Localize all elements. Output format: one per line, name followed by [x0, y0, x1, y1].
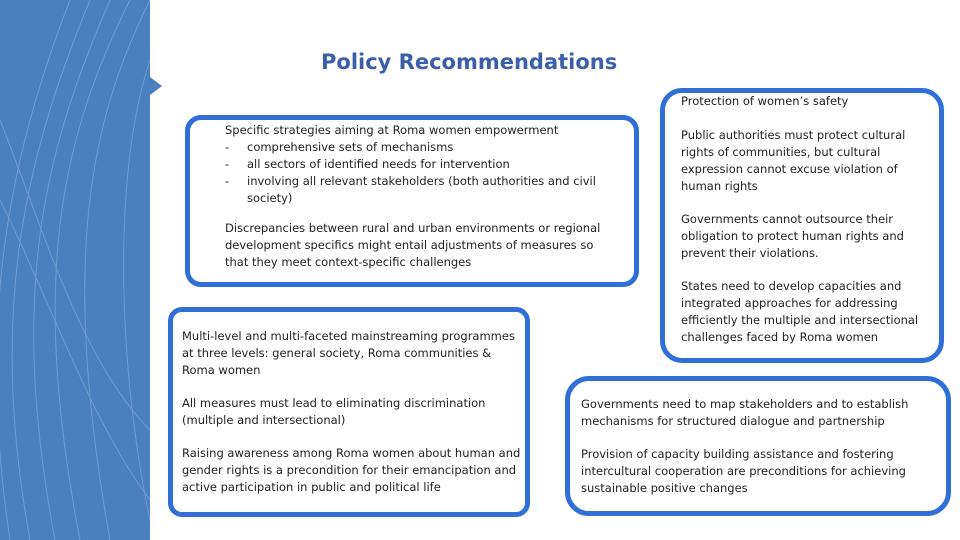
- governance-item: Governments need to map stakeholders and to establish mechanisms for structured dialogue and partnership: [581, 397, 909, 428]
- strategies-heading: Specific strategies aiming at Roma women empowerment: [225, 123, 559, 137]
- strategies-content: [225, 122, 620, 271]
- strategies-bullet: - all sectors of identified needs for intervention: [225, 156, 620, 173]
- womens-safety-heading: Protection of women’s safety: [681, 94, 849, 108]
- safety-item: States need to develop capacities and integrated approaches for addressing efficiently the multiple and intersectional challenges faced by Roma women: [681, 279, 919, 344]
- mainstreaming-item: All measures must lead to eliminating discrimination (multiple and intersectional): [182, 396, 486, 427]
- safety-item: Public authorities must protect cultural rights of communities, but cultural expression cannot excuse violation of human rights: [681, 128, 906, 193]
- discrepancies-paragraph: Discrepancies between rural and urban environments or regional development specifics might entail adjustments of measures so that they meet context-specific challenges: [225, 221, 601, 269]
- decorative-side-band: [0, 0, 150, 540]
- decorative-notch: [150, 77, 162, 95]
- decorative-curves: [0, 0, 150, 540]
- mainstreaming-item: Raising awareness among Roma women about human and gender rights is a precondition for their emancipation and active participation in public and political life: [182, 446, 521, 494]
- strategies-bullet-list: [225, 139, 620, 207]
- governance-item: Provision of capacity building assistance and fostering intercultural cooperation are preconditions for achieving sustainable positive changes: [581, 447, 906, 495]
- strategies-bullet: - involving all relevant stakeholders (both authorities and civil society): [225, 173, 620, 207]
- mainstreaming-item: Multi-level and multi-faceted mainstreaming programmes at three levels: general society, Roma communities & Roma women: [182, 329, 515, 377]
- safety-item: Governments cannot outsource their obligation to protect human rights and prevent their violations.: [681, 212, 904, 260]
- page-title: Policy Recommendations: [321, 50, 618, 74]
- strategies-bullet: - comprehensive sets of mechanisms: [225, 139, 620, 156]
